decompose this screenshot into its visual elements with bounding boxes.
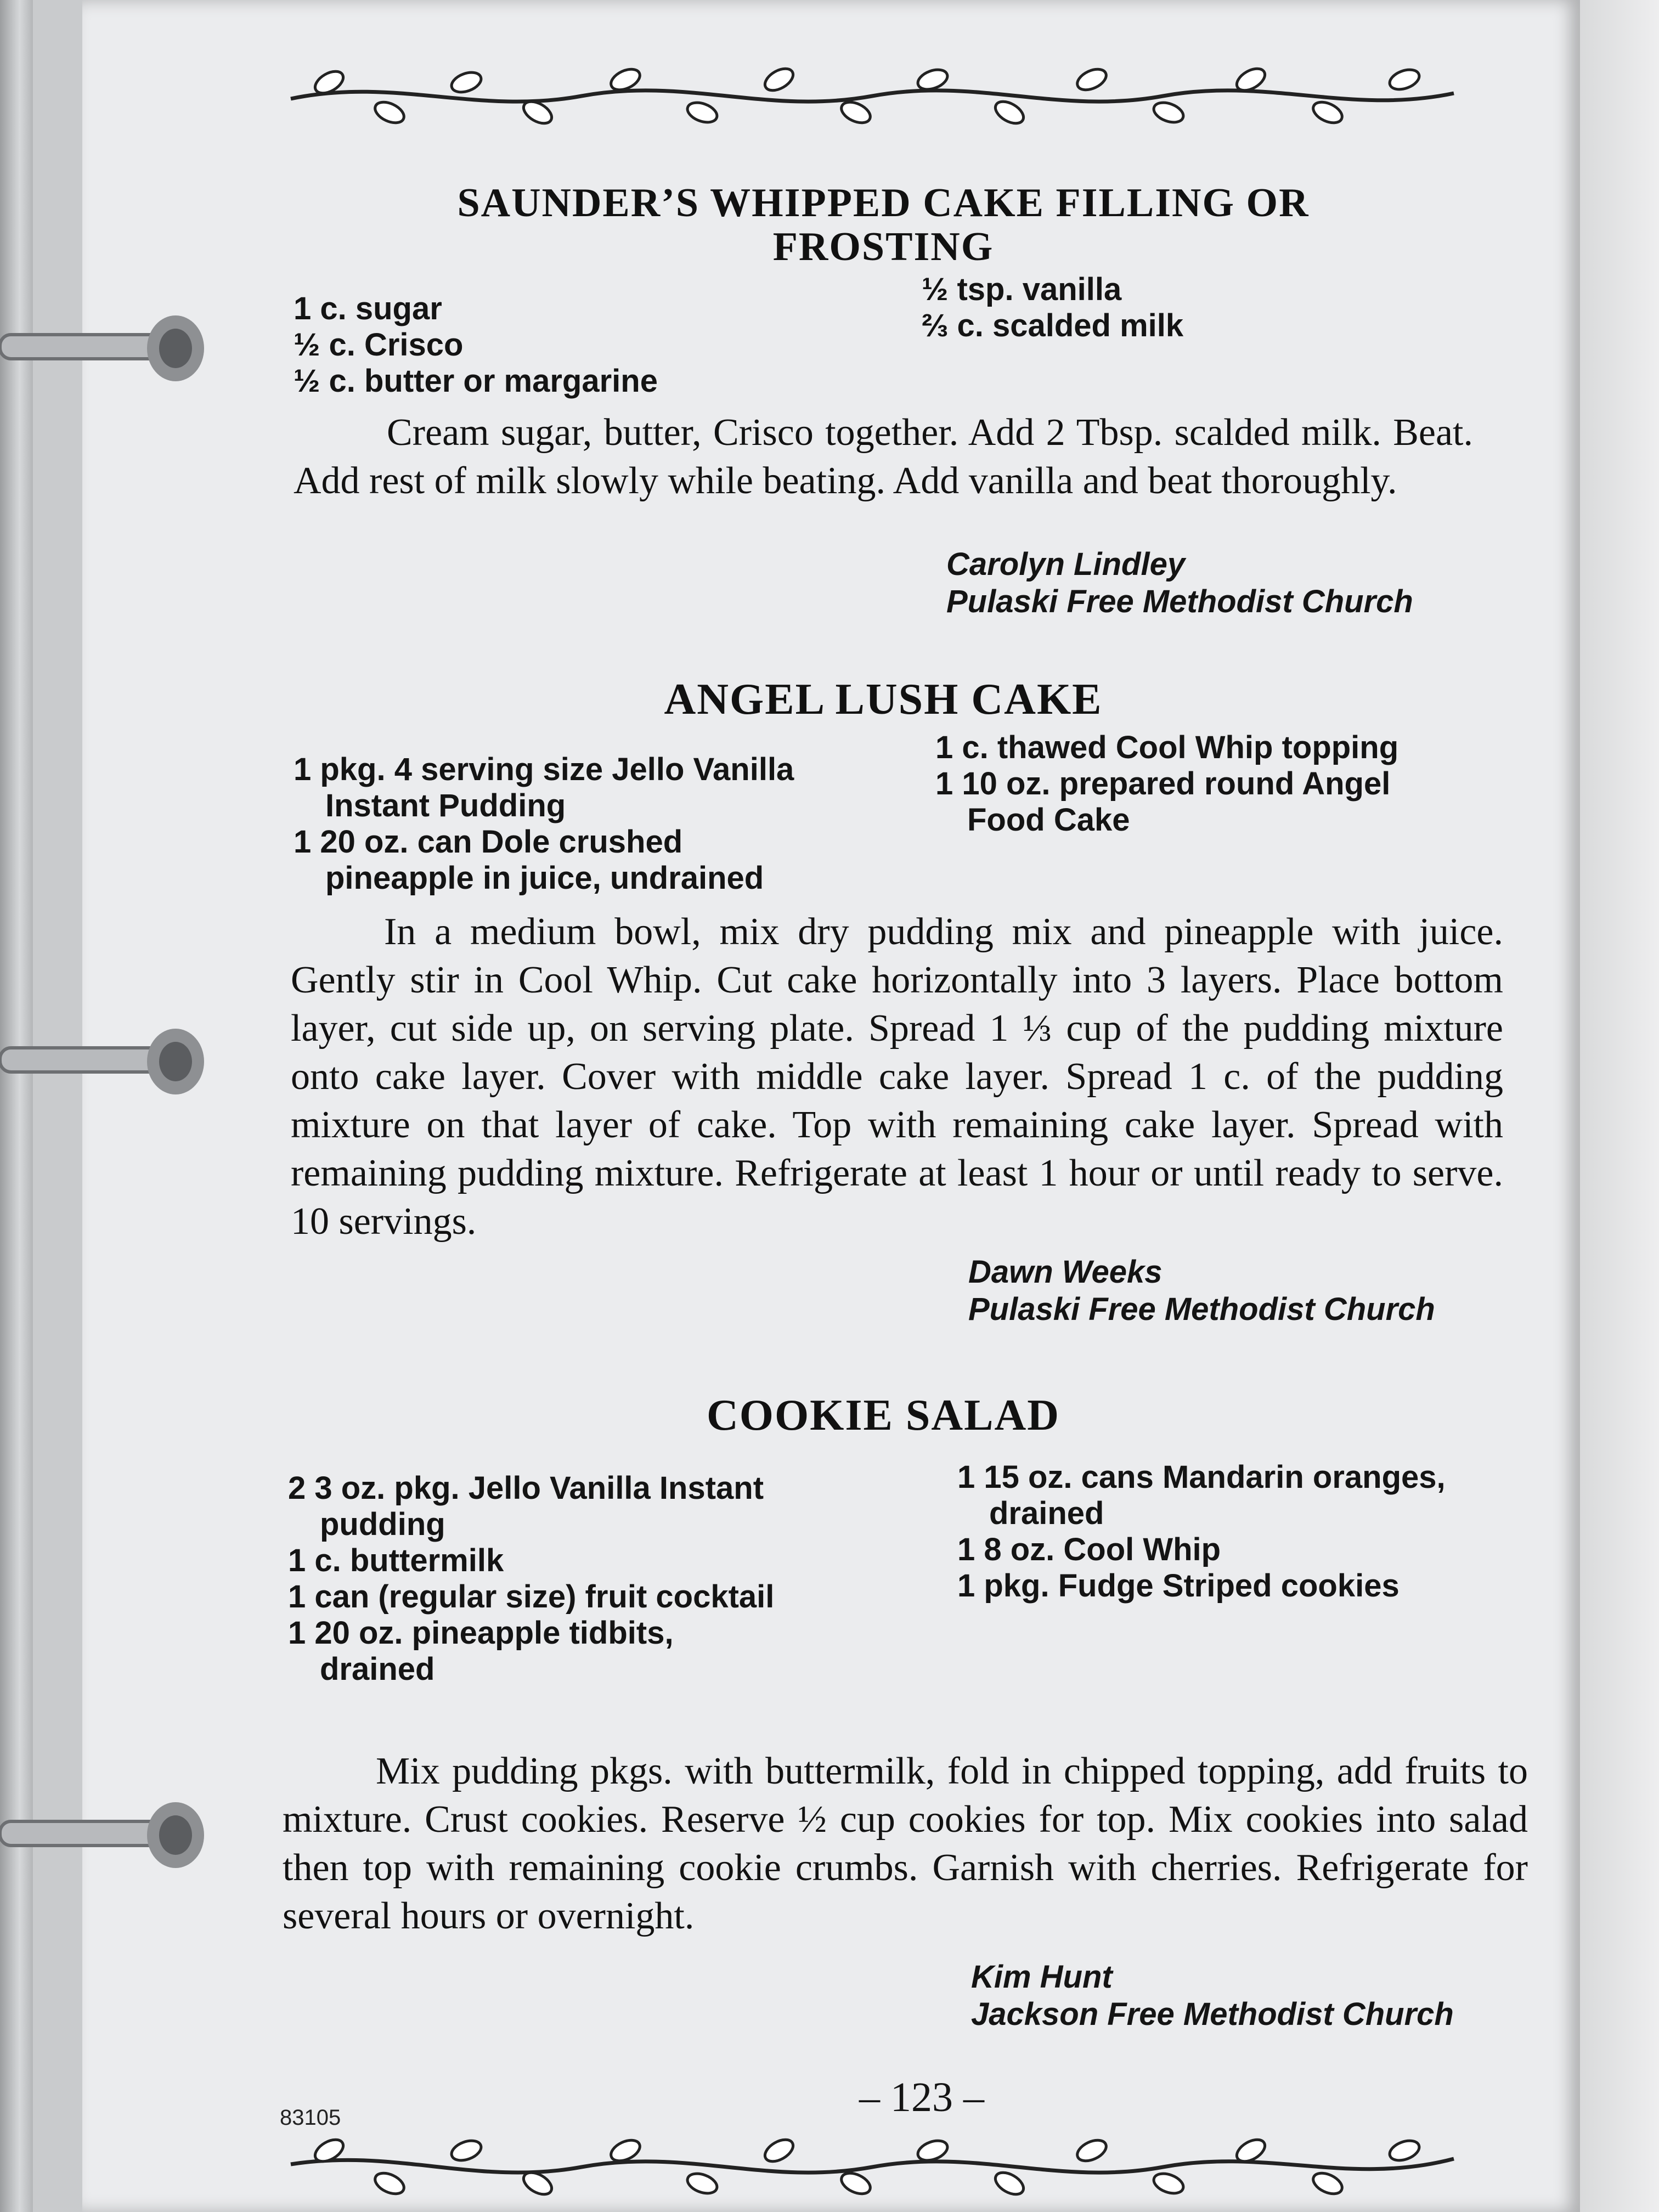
recipe-title: COOKIE SALAD <box>706 1391 1060 1440</box>
author-name: Kim Hunt <box>971 1959 1113 1995</box>
vine-border-top-icon <box>285 55 1459 132</box>
book-code: 83105 <box>280 2106 341 2130</box>
recipe-credit <box>946 546 1413 620</box>
recipe-directions <box>294 409 1473 505</box>
ingredient-item: ½ tsp. vanilla <box>922 272 1122 307</box>
page-stack-edge <box>1580 0 1659 2212</box>
ingredient-item: pineapple in juice, undrained <box>325 860 764 896</box>
ingredient-list-right <box>935 730 1473 838</box>
binder-ring-bottom <box>0 1794 208 1876</box>
ingredient-item: 1 c. sugar <box>294 291 442 326</box>
ingredient-item: 1 can (regular size) fruit cocktail <box>288 1579 775 1615</box>
directions-text: In a medium bowl, mix dry pudding mix and pineapple with juice. Gently stir in Cool Whip. Cut cake horizontally into 3 layers. Place bottom layer, cut side up, on serving plate. Spread 1 ⅓ cup of the pudding mixture onto cake layer. Cover with middle cake layer. Spread 1 c. of the pudding mixture on that layer of cake. Top with remaining cake layer. Spread with remaining pudding mixture. Refrigerate at least 1 hour or until ready to serve. 10 servings. <box>291 911 1503 1243</box>
ingredient-item: pudding <box>320 1506 445 1542</box>
ingredient-item: 1 10 oz. prepared round Angel <box>935 766 1391 802</box>
ingredient-item: 1 15 oz. cans Mandarin oranges, <box>957 1459 1446 1495</box>
recipe-title <box>307 181 1459 269</box>
ingredient-list-right <box>957 1459 1517 1604</box>
ingredient-item: 1 c. buttermilk <box>288 1543 504 1578</box>
recipe-title-line-1: SAUNDER’S WHIPPED CAKE FILLING OR <box>457 180 1310 225</box>
recipe-title: ANGEL LUSH CAKE <box>664 675 1103 724</box>
directions-text: Mix pudding pkgs. with buttermilk, fold in chipped topping, add fruits to mixture. Crust cookies. Reserve ½ cup cookies for top. Mix cookies into salad then top with remaining cookie crumbs. Garnish with cherries. Refrigerate for several hours or overnight. <box>283 1750 1528 1937</box>
ingredient-item: 1 pkg. 4 serving size Jello Vanilla <box>294 752 794 787</box>
author-name: Dawn Weeks <box>968 1254 1163 1290</box>
ingredient-item: Food Cake <box>967 802 1130 838</box>
ingredient-list-left <box>288 1470 935 1688</box>
ingredient-item: 1 c. thawed Cool Whip topping <box>935 730 1399 765</box>
church-name: Pulaski Free Methodist Church <box>946 584 1413 619</box>
ingredient-item: 1 8 oz. Cool Whip <box>957 1532 1221 1567</box>
recipe-credit <box>971 1959 1454 2033</box>
ingredient-list-right <box>922 272 1470 344</box>
church-name: Pulaski Free Methodist Church <box>968 1291 1435 1327</box>
recipe-title-line-2: FROSTING <box>772 224 994 269</box>
page-number: – 123 – <box>859 2074 984 2120</box>
vine-border-bottom-icon <box>285 2126 1459 2203</box>
ingredient-item: 1 pkg. Fudge Striped cookies <box>957 1568 1400 1604</box>
ingredient-list-left <box>294 752 919 896</box>
recipe-directions <box>283 1747 1528 1940</box>
recipe-credit <box>968 1254 1435 1328</box>
ingredient-item: 2 3 oz. pkg. Jello Vanilla Instant <box>288 1470 764 1506</box>
ingredient-item: drained <box>320 1651 435 1687</box>
ingredient-item: 1 20 oz. pineapple tidbits, <box>288 1615 674 1651</box>
ingredient-item: ½ c. butter or margarine <box>294 363 658 399</box>
ingredient-list-left <box>294 291 897 399</box>
church-name: Jackson Free Methodist Church <box>971 1996 1454 2032</box>
author-name: Carolyn Lindley <box>946 546 1186 582</box>
recipe-directions <box>291 908 1503 1246</box>
ingredient-item: Instant Pudding <box>325 788 566 823</box>
directions-text: Cream sugar, butter, Crisco together. Add 2 Tbsp. scalded milk. Beat. Add rest of milk slowly while beating. Add vanilla and beat thoroughly. <box>294 411 1473 502</box>
ingredient-item: 1 20 oz. can Dole crushed <box>294 824 683 860</box>
ingredient-item: drained <box>989 1496 1104 1531</box>
binder-ring-middle <box>0 1020 208 1103</box>
ingredient-item: ⅔ c. scalded milk <box>922 308 1184 343</box>
binder-ring-top <box>0 307 208 390</box>
ingredient-item: ½ c. Crisco <box>294 327 464 363</box>
